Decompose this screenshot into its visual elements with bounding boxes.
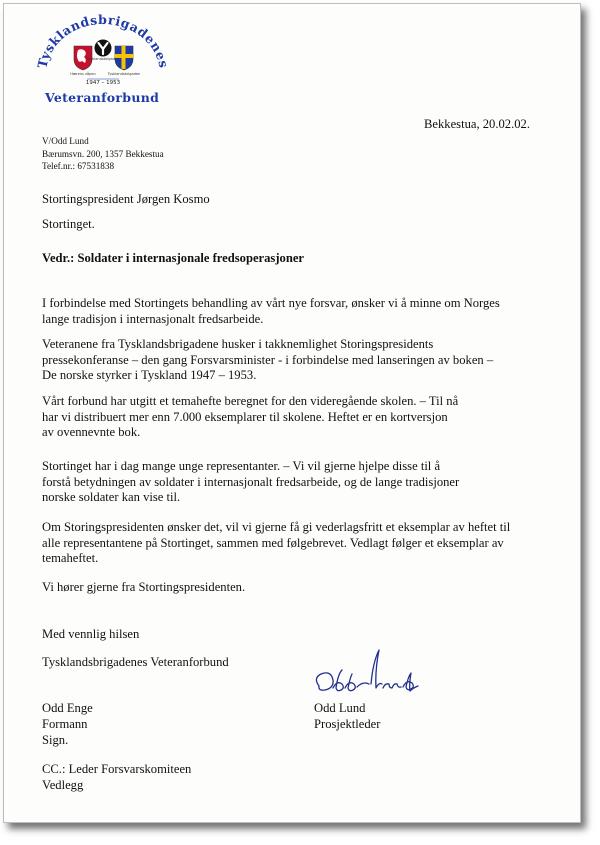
- logo-subtitle: Veteranforbund: [45, 90, 160, 105]
- paragraph-line: Stortinget har i dag mange unge representanter. – Vi vil gjerne hjelpe disse til å: [42, 459, 441, 473]
- svg-text:Tysklandsbrigaden: Tysklandsbrigaden: [107, 72, 141, 76]
- subject-line: Vedr.: Soldater i internasjonale fredsoperasjoner: [42, 251, 305, 265]
- paragraph-line: Vi hører gjerne fra Stortingspresidenten.: [42, 580, 246, 594]
- signatory-left-sign: Sign.: [42, 733, 69, 747]
- paragraph-line: forstå betydningen av soldater i internasjonalt fredsarbeide, og de lange tradisjoner: [42, 474, 460, 489]
- paragraph-line: av ovennevnte bok.: [42, 425, 141, 440]
- paragraph-line: alle representantene på Stortinget, sammen med følgebrevet. Vedlagt følger et eksemplar av: [42, 535, 504, 550]
- paragraph-3: [42, 394, 562, 441]
- signatory-right-name: Odd Lund: [314, 701, 366, 715]
- recipient-name: Stortingspresident Jørgen Kosmo: [42, 192, 210, 206]
- paragraph-line: Veteranene fra Tysklandsbrigadene husker i takknemlighet Storingspresidents: [42, 337, 434, 351]
- paragraph-1: [42, 296, 562, 327]
- enclosure-line: Vedlegg: [42, 778, 84, 792]
- paragraph-5: [42, 520, 562, 567]
- sender-address: Bærumsvn. 200, 1357 Bekkestua: [42, 149, 164, 159]
- paragraph-line: temaheftet.: [42, 551, 99, 566]
- cc-line: CC.: Leder Forsvarskomiteen: [42, 762, 192, 776]
- handwritten-signature: [309, 644, 429, 704]
- paragraph-line: De norske styrker i Tyskland 1947 – 1953.: [42, 368, 257, 383]
- logo-arc-text: Tysklandsbrigadenes: [34, 11, 172, 70]
- logo: [32, 8, 172, 116]
- signatory-left-name: Odd Enge: [42, 701, 93, 715]
- recipient-org: Stortinget.: [42, 217, 95, 231]
- paragraph-line: Vårt forbund har utgitt et temahefte beregnet for den videregående skolen. – Til nå: [42, 394, 459, 408]
- paragraph-line: har vi distribuert mer enn 7.000 eksemplarer til skolene. Heftet er en kortversjon: [42, 409, 448, 424]
- paragraph-4: [42, 459, 562, 506]
- svg-text:Tysklandsbrigaden: Tysklandsbrigaden: [86, 57, 120, 61]
- signatory-right-title: Prosjektleder: [314, 717, 381, 731]
- sender-phone: Telef.nr.: 67531838: [42, 161, 115, 171]
- signatory-left-title: Formann: [42, 717, 88, 731]
- organization-name: Tysklandsbrigadenes Veteranforbund: [42, 655, 229, 669]
- paragraph-line: norske soldater kan vise til.: [42, 490, 181, 505]
- letter-page: [3, 3, 581, 823]
- svg-text:Hærens våpen: Hærens våpen: [70, 72, 96, 76]
- closing: Med vennlig hilsen: [42, 627, 140, 641]
- badge-tysklandsbrigaden-icon: [95, 40, 112, 57]
- paragraph-line: I forbindelse med Stortingets behandling av vårt nye forsvar, ønsker vi å minne om Norges: [42, 296, 500, 310]
- paragraph-6: [42, 580, 562, 596]
- paragraph-line: Om Storingspresidenten ønsker det, vil vi gjerne få gi vederlagsfritt et eksemplar av heftet til: [42, 520, 511, 534]
- paragraph-line: lange tradisjon i internasjonalt fredsarbeide.: [42, 311, 264, 326]
- paragraph-line: pressekonferanse – den gang Forsvarsminister - i forbindelse med lanseringen av boken –: [42, 352, 494, 367]
- sender-name: V/Odd Lund: [42, 136, 89, 146]
- place-date: Bekkestua, 20.02.02.: [424, 117, 530, 131]
- svg-text:1947 – 1953: 1947 – 1953: [85, 80, 121, 86]
- paragraph-2: [42, 337, 562, 384]
